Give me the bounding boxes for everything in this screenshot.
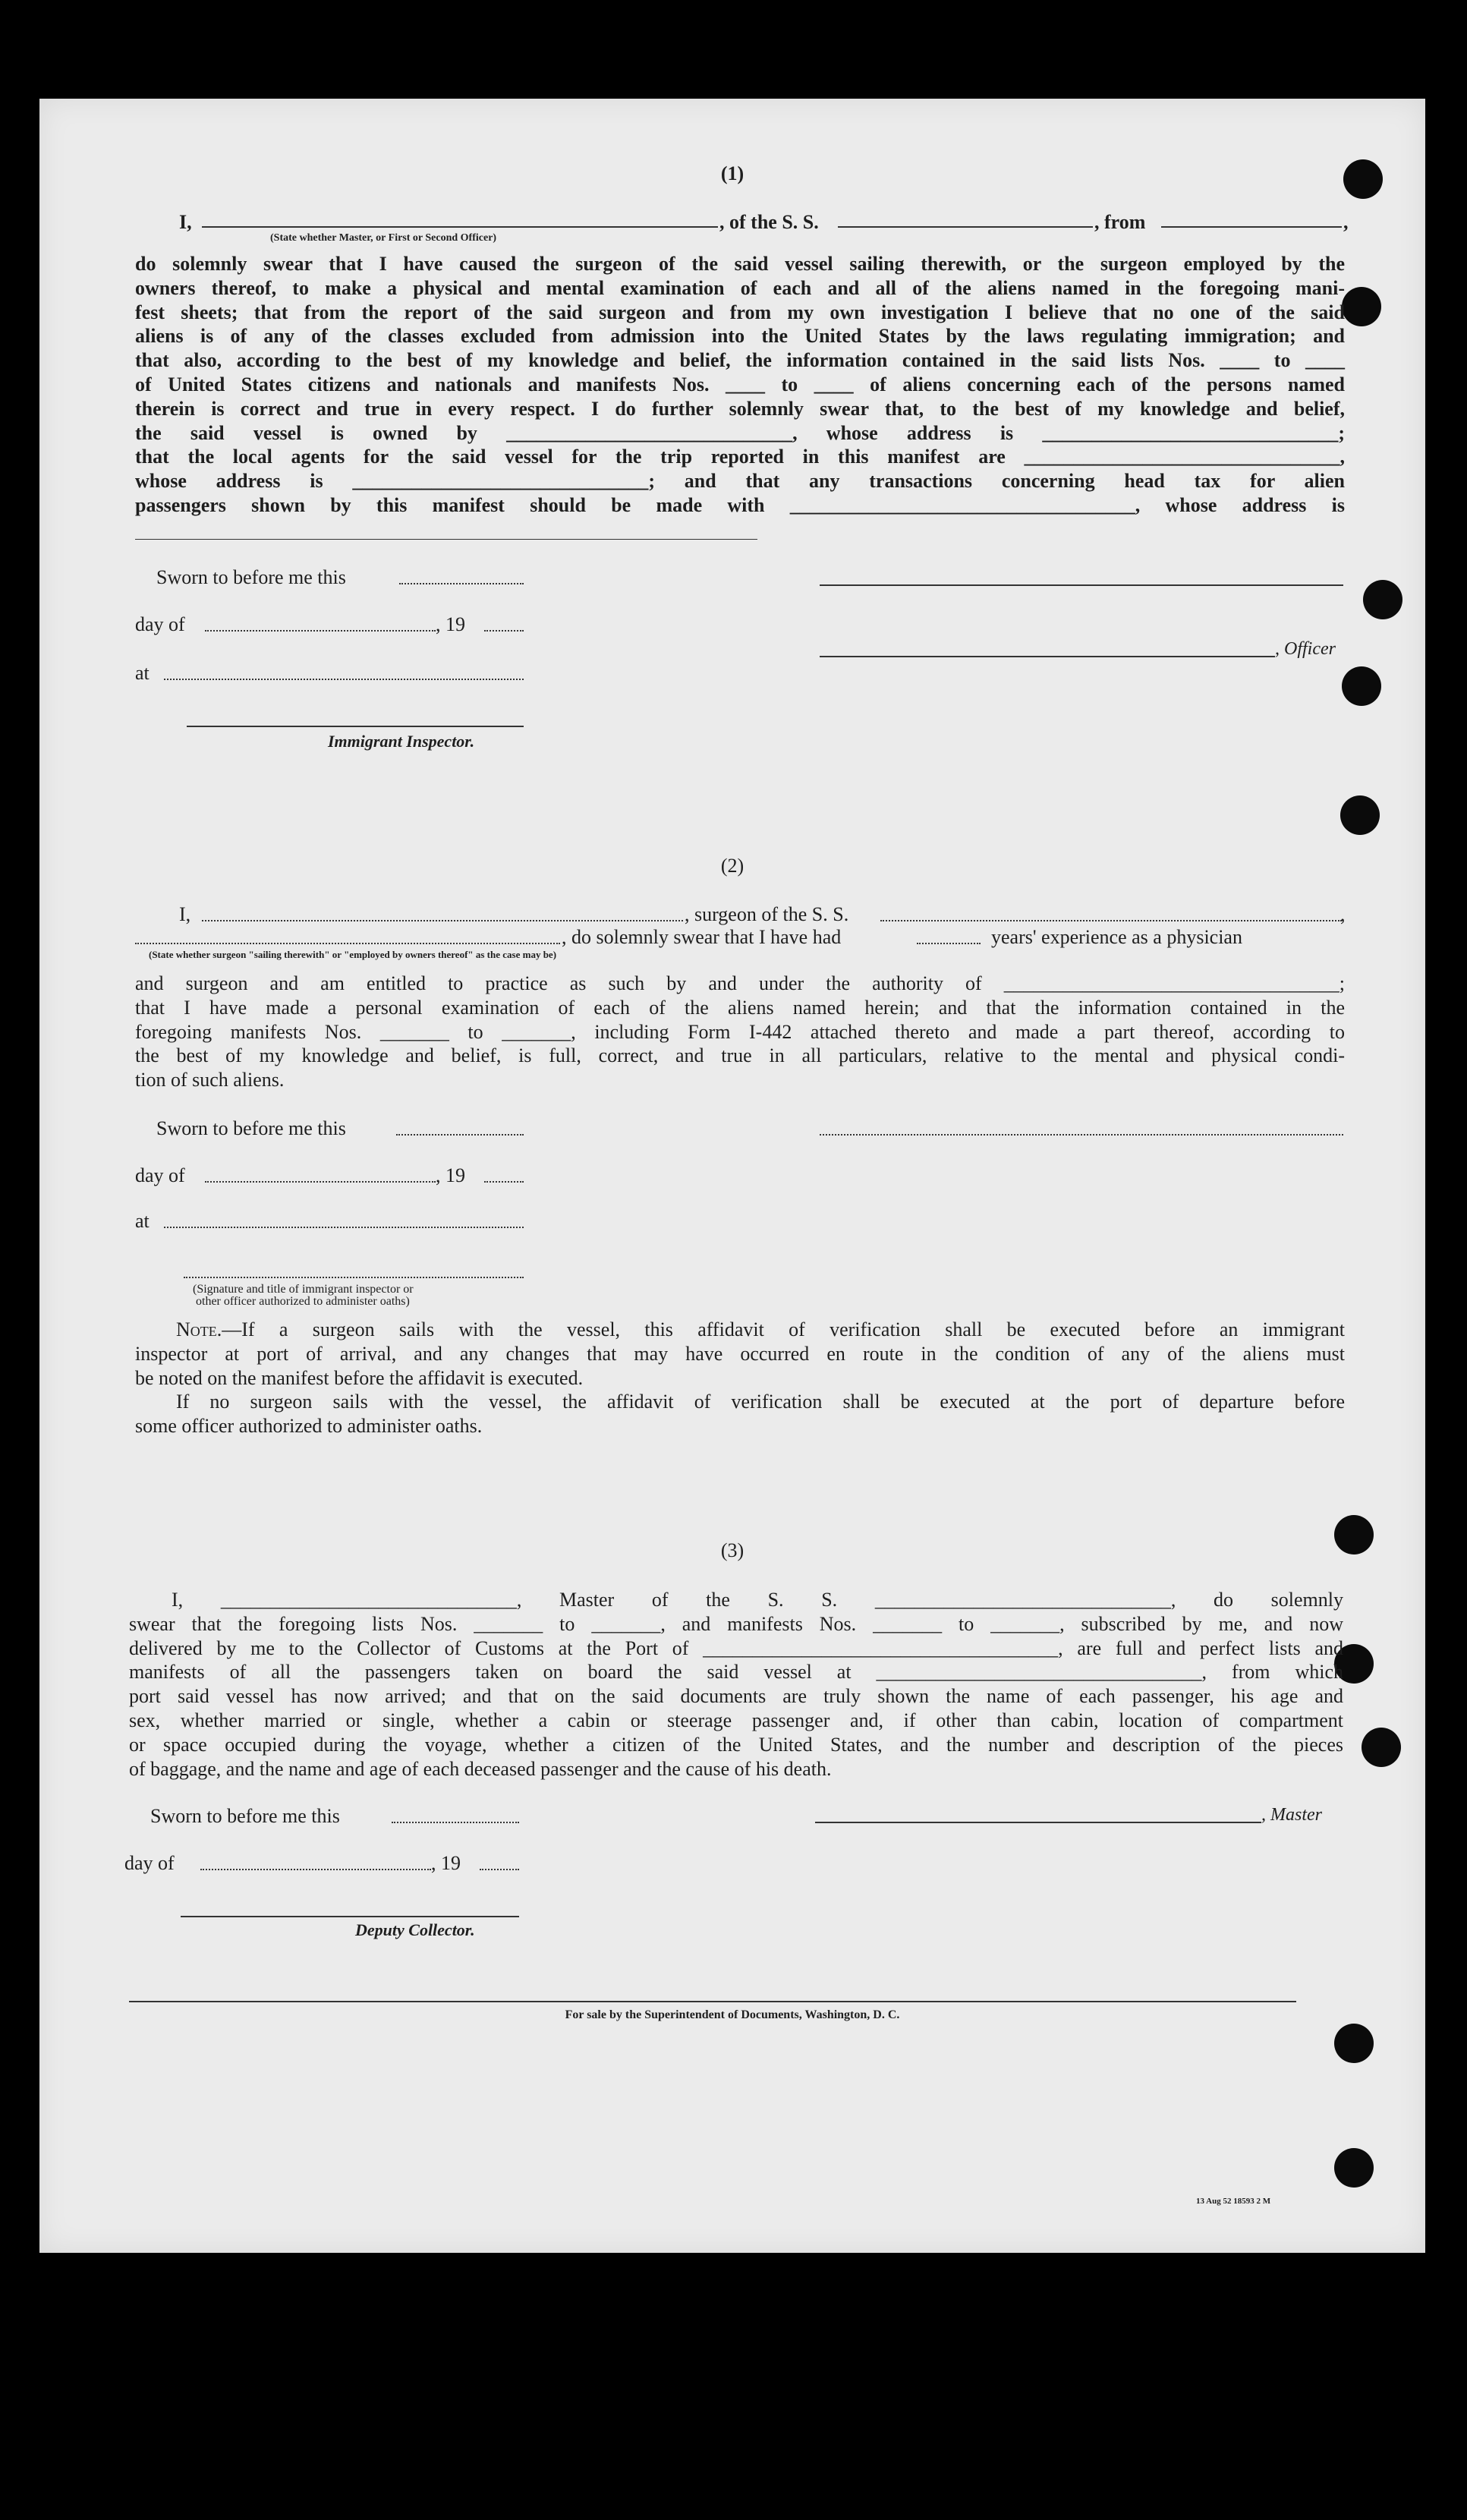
punch-hole [1334,2148,1374,2188]
section3-body-line: sex, whether married or single, whether a cabin or steerage passenger and, if other than cabin, location of compartment [129,1709,1343,1731]
section2-body-line: and surgeon and am entitled to practice as such by and under the authority of __________________________________; [135,972,1345,994]
inspector-signature-line [187,726,524,727]
section2-caption: (State whether surgeon "sailing therewith" or "employed by owners thereof" as the case may be) [149,949,557,960]
section3-body-line: manifests of all the passengers taken on board the said vessel at _________________________________, from which [129,1661,1343,1684]
section1-body-line: that the local agents for the said vessel for the trip reported in this manifest are ________________________________, [135,446,1345,468]
section2-body-line: the best of my knowledge and belief, is full, correct, and true in all particulars, relative to the mental and physical condi- [135,1044,1345,1067]
surgeon-status-blank [135,943,560,944]
section3-body-line: delivered by me to the Collector of Customs at the Port of ____________________________________, are full and perfect lists and [129,1636,1343,1659]
section2-body-line: that I have made a personal examination of each of the aliens named herein; and that the information contained in the [135,996,1345,1019]
surgeon-ship-blank [880,920,1342,921]
sworn-date-blank [392,1822,519,1823]
section2-at: at [135,1210,150,1232]
section2-signature-caption: other officer authorized to administer oaths) [196,1295,410,1308]
punch-hole [1342,287,1381,326]
section2-i: I, [179,903,191,925]
section1-i: I, [179,211,192,233]
section1-at: at [135,662,150,684]
section2-body-line: tion of such aliens. [135,1069,285,1091]
master-signature-line [815,1822,1261,1823]
section3-body [129,1588,1343,1781]
section1-year: , 19 [436,613,465,635]
section2-comma: , [1340,903,1346,925]
section1-body-line: whose address is ______________________________; and that any transactions concerning head tax for alien [135,470,1345,493]
section3-body-line: swear that the foregoing lists Nos. _______ to _______, and manifests Nos. _______ to _______, subscribed by me, and now [129,1612,1343,1635]
section3-body-line: port said vessel has now arrived; and that on the said documents are truly shown the name of each passenger, his age and [129,1685,1343,1708]
inspector-signature-line [184,1277,524,1278]
note2-line: some officer authorized to administer oaths. [135,1415,483,1438]
officer-title-line [820,656,1275,657]
punch-hole [1342,666,1381,706]
surgeon-signature-line [820,1134,1343,1136]
years-blank [917,943,981,944]
day-blank [205,1181,436,1183]
at-place-blank [164,679,524,680]
section-number-2: (2) [720,855,745,877]
section1-body-line: do solemnly swear that I have caused the surgeon of the said vessel sailing therewith, or the surgeon employed by the [135,253,1345,275]
section3-body-line: or space occupied during the voyage, whether a citizen of the United States, and the number and description of the pieces [129,1733,1343,1756]
section1-body-line: therein is correct and true in every respect. I do further solemnly swear that, to the best of my knowledge and belief, [135,397,1345,420]
section2-day-of: day of [135,1164,185,1186]
section1-body [135,252,1345,518]
section1-of-ss: , of the S. S. [719,211,819,233]
section2-signature-caption: (Signature and title of immigrant inspector or [193,1283,414,1296]
year-blank [484,630,524,632]
section1-body-line: owners thereof, to make a physical and mental examination of each and all of the aliens named in the foregoing mani- [135,276,1345,299]
section1-officer: , Officer [1275,639,1336,659]
section1-body-line: the said vessel is owned by _____________________________, whose address is ______________________________; [135,421,1345,444]
section2-body-line: foregoing manifests Nos. _______ to _______, including Form I-442 attached thereto and made a part thereof, according to [135,1020,1345,1043]
note-text: —If a surgeon sails with the vessel, this affidavit of verification shall be executed before an immigrant [222,1318,1345,1340]
section3-sworn: Sworn to before me this [150,1805,340,1827]
master-name-blank [202,226,718,228]
footer-print-code: 13 Aug 52 18593 2 M [1196,2197,1271,2206]
note-line [135,1318,1345,1342]
collector-signature-line [181,1916,519,1917]
at-place-blank [164,1227,524,1228]
note-line: inspector at port of arrival, and any changes that may have occurred en route in the condition of any of the aliens must [135,1342,1345,1365]
section2-body [135,972,1345,1092]
section3-day-of: day of [124,1852,175,1874]
section1-sworn: Sworn to before me this [156,566,346,588]
section1-day-of: day of [135,613,185,635]
punch-hole [1334,2024,1374,2063]
section3-year: , 19 [431,1852,461,1874]
officer-signature-line [820,584,1343,586]
sworn-date-blank [396,1134,524,1136]
note-lead: Note. [176,1318,222,1340]
section2-sworn: Sworn to before me this [156,1117,346,1139]
punch-hole [1362,1728,1401,1767]
punch-hole [1340,795,1380,835]
footer-sale-notice: For sale by the Superintendent of Documents, Washington, D. C. [565,2008,900,2021]
section1-from: , from [1094,211,1146,233]
section-number-1: (1) [720,162,745,184]
from-port-blank [1161,226,1342,228]
ship-name-blank [838,226,1093,228]
section1-body-line: that also, according to the best of my knowledge and belief, the information contained in the said lists Nos. ____ to ____ [135,349,1345,372]
section1-body-line: aliens is of any of the classes excluded from admission into the United States by the laws regulating immigration; and [135,325,1345,348]
note-line: be noted on the manifest before the affidavit is executed. [135,1366,584,1389]
section3-body-line: I, ______________________________, Master of the S. S. ______________________________, do solemnly [172,1589,1343,1611]
year-blank [484,1181,524,1183]
section1-caption: (State whether Master, or First or Second Officer) [270,232,497,244]
section1-comma: , [1343,211,1349,233]
section2-note [135,1318,1345,1438]
section2-swear: , do solemnly swear that I have had [562,926,842,948]
footer-rule [129,2001,1296,2002]
section3-collector-caption: Deputy Collector. [355,1920,475,1939]
address-continuation-line [135,539,757,540]
section2-year: , 19 [436,1164,465,1186]
section2-years: years' experience as a physician [991,926,1242,948]
section2-surgeon: , surgeon of the S. S. [685,903,849,925]
note2-line: If no surgeon sails with the vessel, the affidavit of verification shall be executed at the port of departure before [176,1391,1345,1413]
section1-body-line: fest sheets; that from the report of the said surgeon and from my own investigation I believe that no one of the said [135,301,1345,323]
section1-body-line: of United States citizens and nationals and manifests Nos. ____ to ____ of aliens concerning each of the persons named [135,373,1345,395]
section-number-3: (3) [720,1539,745,1561]
sworn-date-blank [399,583,524,584]
section1-inspector-caption: Immigrant Inspector. [328,732,475,751]
section3-master: , Master [1261,1805,1322,1825]
form-sheet [39,99,1425,2253]
punch-hole [1363,580,1402,619]
section3-body-line: of baggage, and the name and age of each deceased passenger and the cause of his death. [129,1757,832,1780]
surgeon-name-blank [202,920,683,921]
day-blank [200,1869,431,1870]
year-blank [480,1869,519,1870]
day-blank [205,630,436,632]
section1-body-line: passengers shown by this manifest should be made with ___________________________________, whose address is [135,493,1345,516]
